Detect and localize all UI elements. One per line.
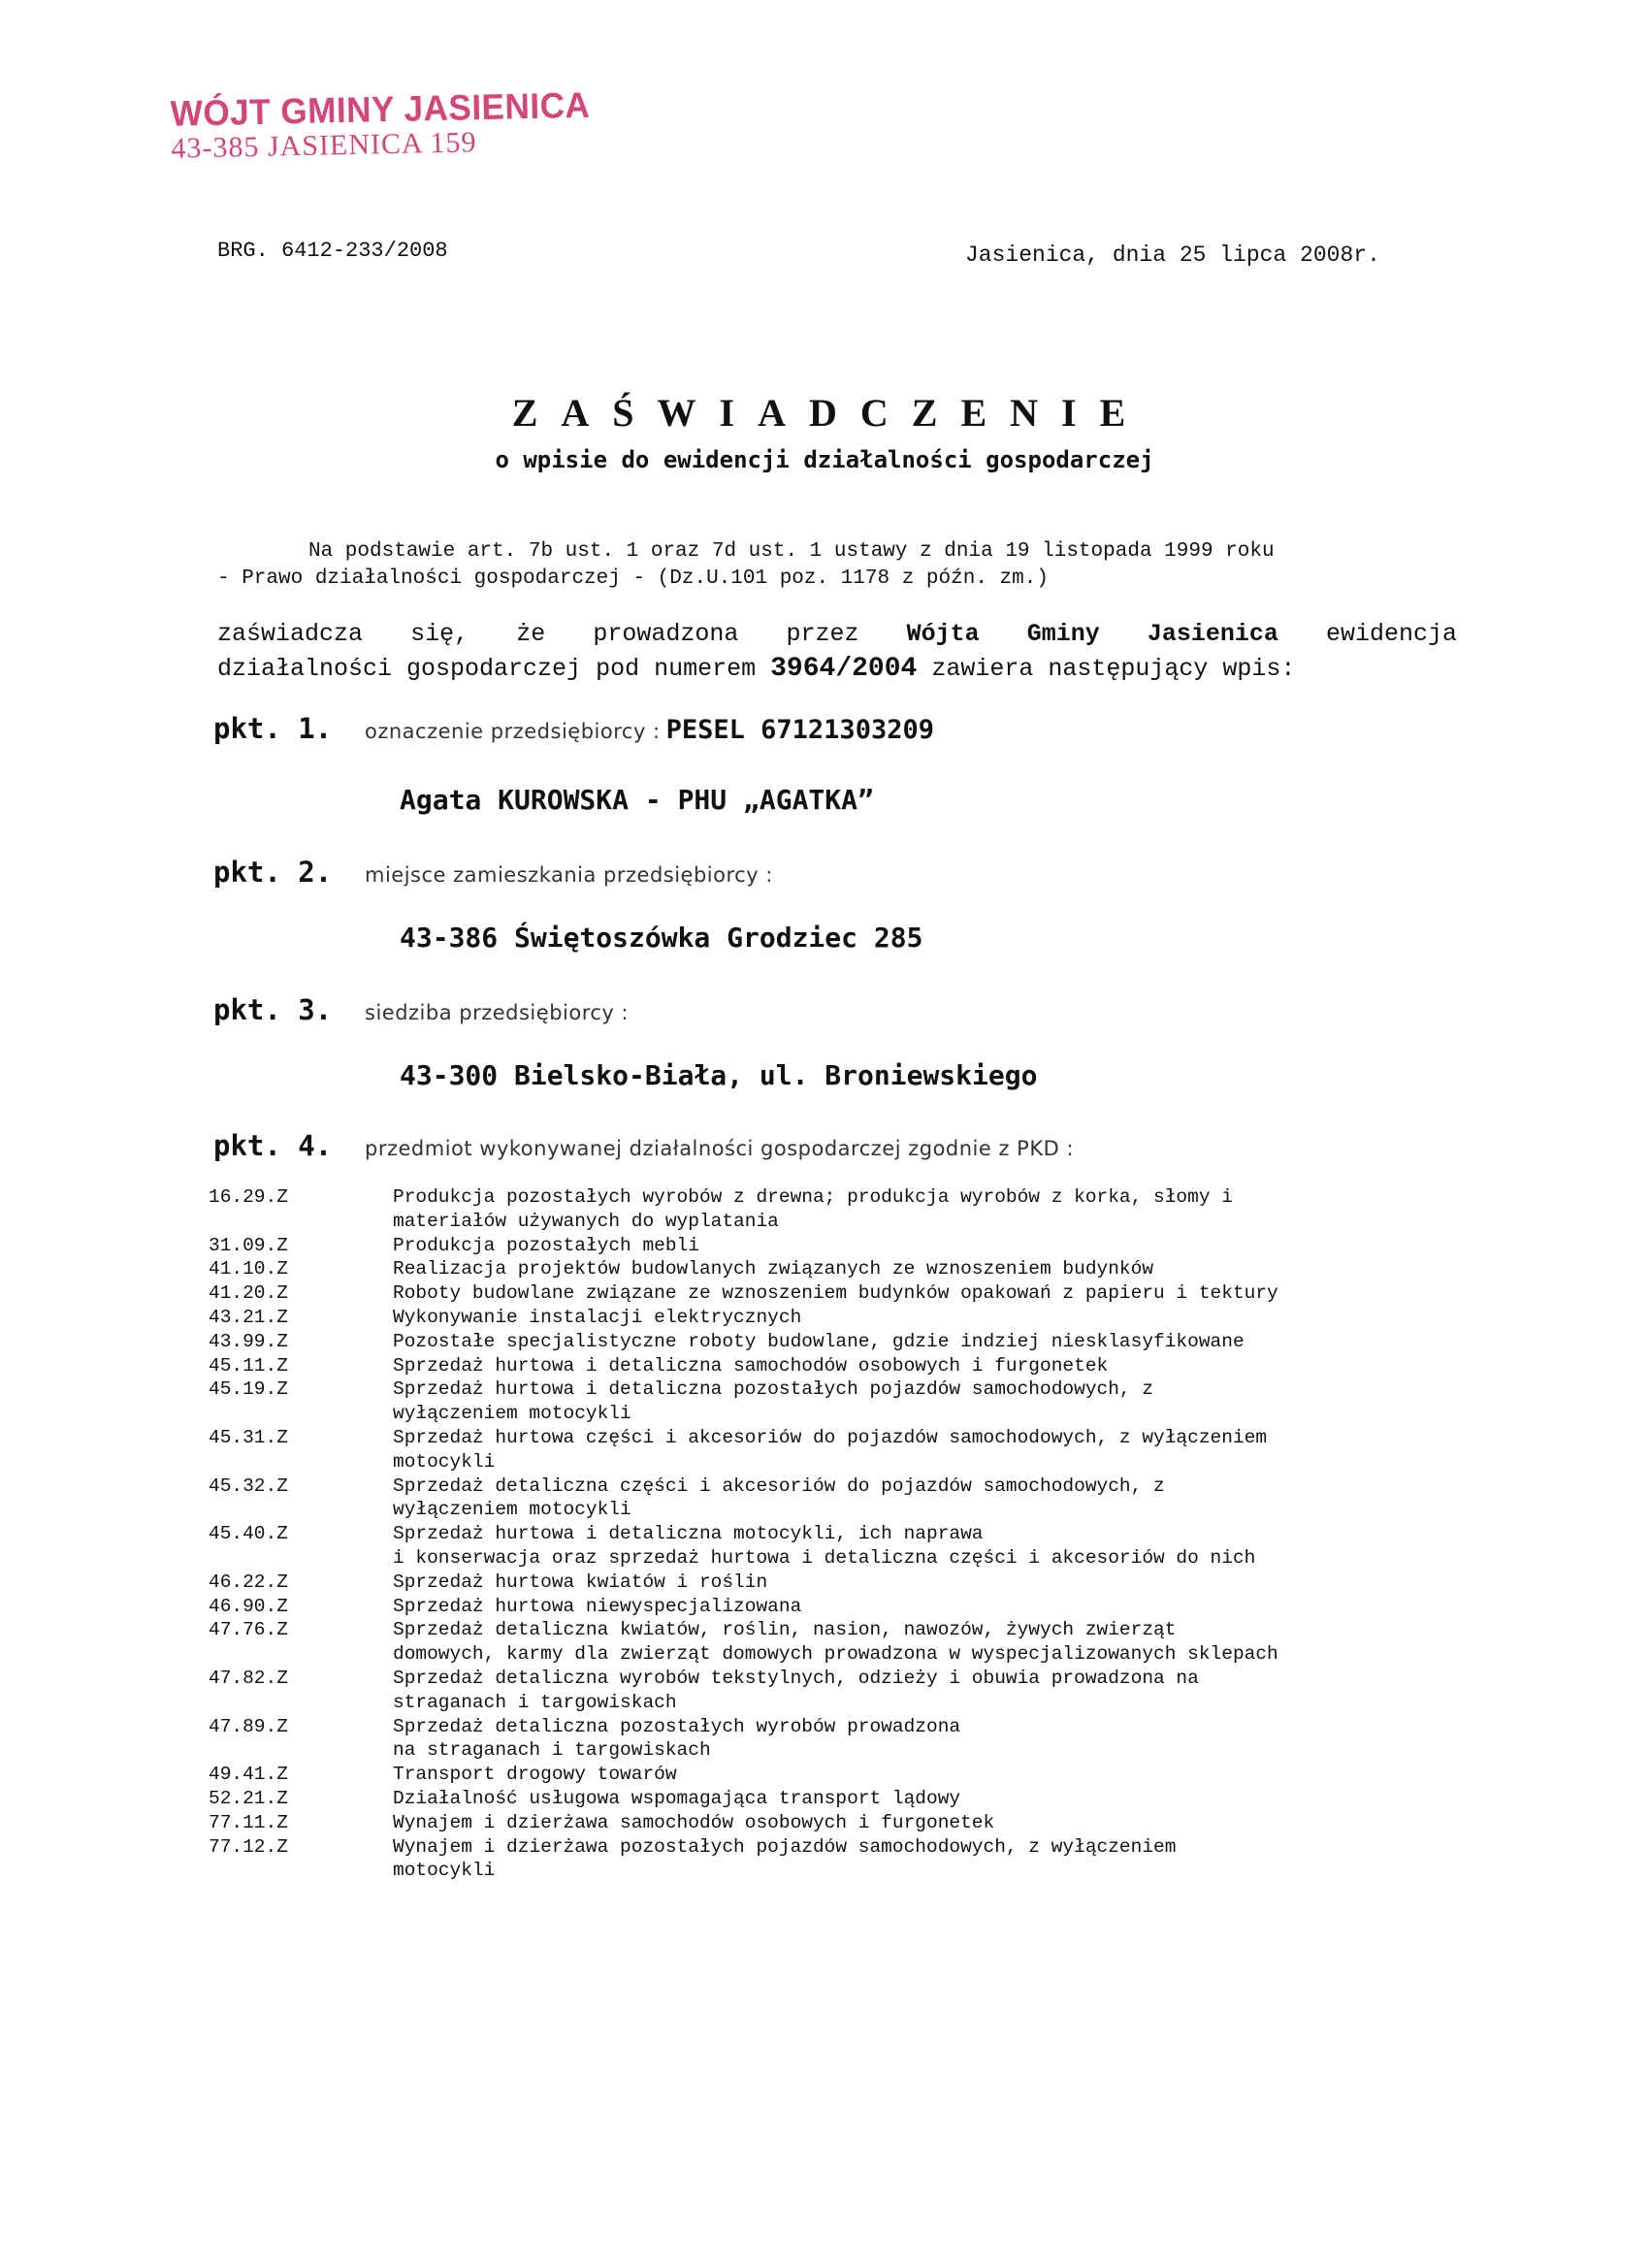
pkd-description-line: straganach i targowiskach	[393, 1691, 677, 1713]
point-text: siedziba przedsiębiorcy :	[365, 1001, 630, 1024]
pkd-description	[393, 1426, 1470, 1474]
point-1	[213, 712, 934, 745]
point-label: pkt. 2.	[213, 856, 333, 889]
pkd-code: 47.89.Z	[209, 1715, 288, 1737]
pkd-entry	[209, 1618, 1470, 1667]
certification-text-3: działalności gospodarczej pod numerem	[217, 655, 757, 683]
pkd-entry	[209, 1426, 1470, 1474]
pkd-description-line: Wykonywanie instalacji elektrycznych	[393, 1306, 802, 1328]
pkd-entry	[209, 1474, 1470, 1523]
pkd-entry	[209, 1377, 1470, 1426]
pkd-description-line: Sprzedaż hurtowa i detaliczna pozostałych pojazdów samochodowych, z	[393, 1378, 1154, 1401]
pkd-description-line: wyłączeniem motocykli	[393, 1403, 631, 1425]
pkd-description-line: Sprzedaż detaliczna kwiatów, roślin, nasion, nawozów, żywych zwierząt	[393, 1619, 1177, 1641]
document-title: ZAŚWIADCZENIE	[511, 391, 1149, 435]
pkd-description	[393, 1474, 1470, 1523]
pkd-code: 45.32.Z	[209, 1474, 288, 1497]
document-subtitle: o wpisie do ewidencji działalności gospodarczej	[495, 446, 1154, 473]
pkd-code: 45.31.Z	[209, 1426, 288, 1448]
pkd-description-line: Realizacja projektów budowlanych związanych ze wznoszeniem budynków	[393, 1258, 1154, 1280]
residence-address: 43-386 Świętoszówka Grodziec 285	[400, 922, 923, 954]
pkd-entry	[209, 1234, 1470, 1258]
pesel-number: PESEL 67121303209	[665, 715, 934, 745]
pkd-code: 43.99.Z	[209, 1330, 288, 1352]
point-text: oznaczenie przedsiębiorcy :	[365, 720, 661, 743]
pkd-description-line: materiałów używanych do wyplatania	[393, 1210, 779, 1232]
business-seat-address: 43-300 Bielsko-Biała, ul. Broniewskiego	[400, 1059, 1038, 1091]
pkd-code: 77.11.Z	[209, 1811, 288, 1833]
pkd-entry	[209, 1281, 1470, 1306]
pkd-entry	[209, 1306, 1470, 1330]
pkd-description-line: Sprzedaż detaliczna wyrobów tekstylnych, odzieży i obuwia prowadzona na	[393, 1667, 1199, 1689]
pkd-description-line: Produkcja pozostałych mebli	[393, 1234, 699, 1256]
pkd-entry	[209, 1763, 1470, 1787]
pkd-description-line: motocykli	[393, 1860, 496, 1882]
pkd-description-line: Roboty budowlane związane ze wznoszeniem budynków opakowań z papieru i tektury	[393, 1282, 1278, 1305]
pkd-description-line: Pozostałe specjalistyczne roboty budowlane, gdzie indziej niesklasyfikowane	[393, 1330, 1245, 1352]
pkd-entry	[209, 1354, 1470, 1378]
pkd-description-line: Sprzedaż hurtowa niewyspecjalizowana	[393, 1595, 802, 1617]
pkd-description	[393, 1595, 1470, 1619]
pkd-description	[393, 1330, 1470, 1354]
certification-line-2	[217, 652, 1457, 687]
point-label: pkt. 1.	[213, 712, 333, 745]
pkd-description	[393, 1571, 1470, 1595]
pkd-description-line: Sprzedaż detaliczna części i akcesoriów do pojazdów samochodowych, z	[393, 1474, 1165, 1497]
pkd-code: 47.76.Z	[209, 1619, 288, 1641]
pkd-description-line: Wynajem i dzierżawa samochodów osobowych i furgonetek	[393, 1811, 995, 1833]
pkd-description	[393, 1835, 1470, 1884]
pkd-description-line: wyłączeniem motocykli	[393, 1499, 631, 1521]
pkd-code: 16.29.Z	[209, 1186, 288, 1208]
pkd-code: 52.21.Z	[209, 1787, 288, 1809]
point-4	[213, 1129, 1074, 1162]
pkd-entry	[209, 1715, 1470, 1764]
entrepreneur-name: Agata KUROWSKA - PHU „AGATKA”	[400, 784, 874, 816]
reference-number: BRG. 6412-233/2008	[217, 239, 448, 263]
registry-number: 3964/2004	[770, 654, 918, 684]
pkd-description	[393, 1234, 1470, 1258]
stamp-line-1: WÓJT GMINY JASIENICA	[170, 84, 591, 134]
certification-text-4: zawiera następujący wpis:	[931, 655, 1296, 683]
pkd-description-line: Transport drogowy towarów	[393, 1764, 677, 1786]
pkd-entry	[209, 1522, 1470, 1571]
official-stamp	[170, 86, 613, 164]
pkd-description-line: Działalność usługowa wspomagająca transport lądowy	[393, 1787, 961, 1809]
point-text: przedmiot wykonywanej działalności gospodarczej zgodnie z PKD :	[365, 1137, 1075, 1160]
pkd-code: 31.09.Z	[209, 1234, 288, 1256]
point-3	[213, 993, 629, 1026]
pkd-entry	[209, 1787, 1470, 1811]
pkd-description	[393, 1763, 1470, 1787]
certification-paragraph	[217, 617, 1457, 687]
point-2	[213, 856, 773, 889]
issuing-authority: Wójta Gminy Jasienica	[906, 620, 1278, 648]
pkd-description	[393, 1257, 1470, 1281]
issue-date: Jasienica, dnia 25 lipca 2008r.	[965, 243, 1380, 268]
pkd-description-line: motocykli	[393, 1450, 496, 1473]
pkd-description	[393, 1667, 1470, 1715]
pkd-description	[393, 1306, 1470, 1330]
pkd-code: 49.41.Z	[209, 1764, 288, 1786]
pkd-entry	[209, 1257, 1470, 1281]
certification-line-1	[217, 617, 1457, 652]
pkd-code: 46.90.Z	[209, 1595, 288, 1617]
pkd-code: 45.19.Z	[209, 1378, 288, 1401]
point-text: miejsce zamieszkania przedsiębiorcy :	[365, 863, 773, 887]
pkd-description	[393, 1377, 1470, 1426]
pkd-description-line: i konserwacja oraz sprzedaż hurtowa i detaliczna części i akcesoriów do nich	[393, 1546, 1256, 1569]
pkd-description	[393, 1185, 1470, 1234]
pkd-description	[393, 1618, 1470, 1667]
pkd-description-line: na straganach i targowiskach	[393, 1739, 711, 1762]
pkd-description	[393, 1811, 1470, 1835]
pkd-description	[393, 1787, 1470, 1811]
pkd-code: 47.82.Z	[209, 1667, 288, 1689]
pkd-description	[393, 1522, 1470, 1571]
pkd-description-line: Sprzedaż hurtowa i detaliczna samochodów osobowych i furgonetek	[393, 1354, 1109, 1377]
pkd-entry	[209, 1835, 1470, 1884]
legal-basis-line-1: Na podstawie art. 7b ust. 1 oraz 7d ust. 1 ustawy z dnia 19 listopada 1999 roku	[308, 540, 1275, 563]
certification-text-2: ewidencja	[1325, 620, 1457, 648]
pkd-entry	[209, 1595, 1470, 1619]
pkd-code: 77.12.Z	[209, 1835, 288, 1858]
pkd-entry	[209, 1330, 1470, 1354]
pkd-description	[393, 1281, 1470, 1306]
pkd-activity-list	[209, 1185, 1470, 1883]
certification-text-1: zaświadcza się, że prowadzona przez	[217, 620, 859, 648]
pkd-description-line: Produkcja pozostałych wyrobów z drewna; produkcja wyrobów z korka, słomy i	[393, 1186, 1233, 1208]
stamp-line-2: 43-385 JASIENICA 159	[171, 126, 477, 165]
pkd-code: 45.11.Z	[209, 1354, 288, 1377]
pkd-entry	[209, 1185, 1470, 1234]
legal-basis-line-2: - Prawo działalności gospodarczej - (Dz.U.101 poz. 1178 z późn. zm.)	[217, 567, 1049, 590]
pkd-description-line: Wynajem i dzierżawa pozostałych pojazdów samochodowych, z wyłączeniem	[393, 1835, 1177, 1858]
pkd-description-line: Sprzedaż detaliczna pozostałych wyrobów prowadzona	[393, 1715, 961, 1737]
legal-basis	[217, 538, 1478, 593]
pkd-code: 45.40.Z	[209, 1523, 288, 1545]
pkd-description	[393, 1715, 1470, 1764]
pkd-code: 46.22.Z	[209, 1571, 288, 1593]
pkd-description-line: Sprzedaż hurtowa części i akcesoriów do pojazdów samochodowych, z wyłączeniem	[393, 1426, 1268, 1448]
pkd-description-line: Sprzedaż hurtowa kwiatów i roślin	[393, 1571, 768, 1593]
pkd-code: 43.21.Z	[209, 1306, 288, 1328]
pkd-entry	[209, 1811, 1470, 1835]
pkd-description-line: Sprzedaż hurtowa i detaliczna motocykli, ich naprawa	[393, 1523, 984, 1545]
point-label: pkt. 4.	[213, 1129, 333, 1162]
pkd-entry	[209, 1571, 1470, 1595]
point-label: pkt. 3.	[213, 993, 333, 1026]
pkd-code: 41.20.Z	[209, 1282, 288, 1305]
pkd-code: 41.10.Z	[209, 1258, 288, 1280]
pkd-description	[393, 1354, 1470, 1378]
pkd-entry	[209, 1667, 1470, 1715]
pkd-description-line: domowych, karmy dla zwierząt domowych prowadzona w wyspecjalizowanych sklepach	[393, 1643, 1278, 1666]
